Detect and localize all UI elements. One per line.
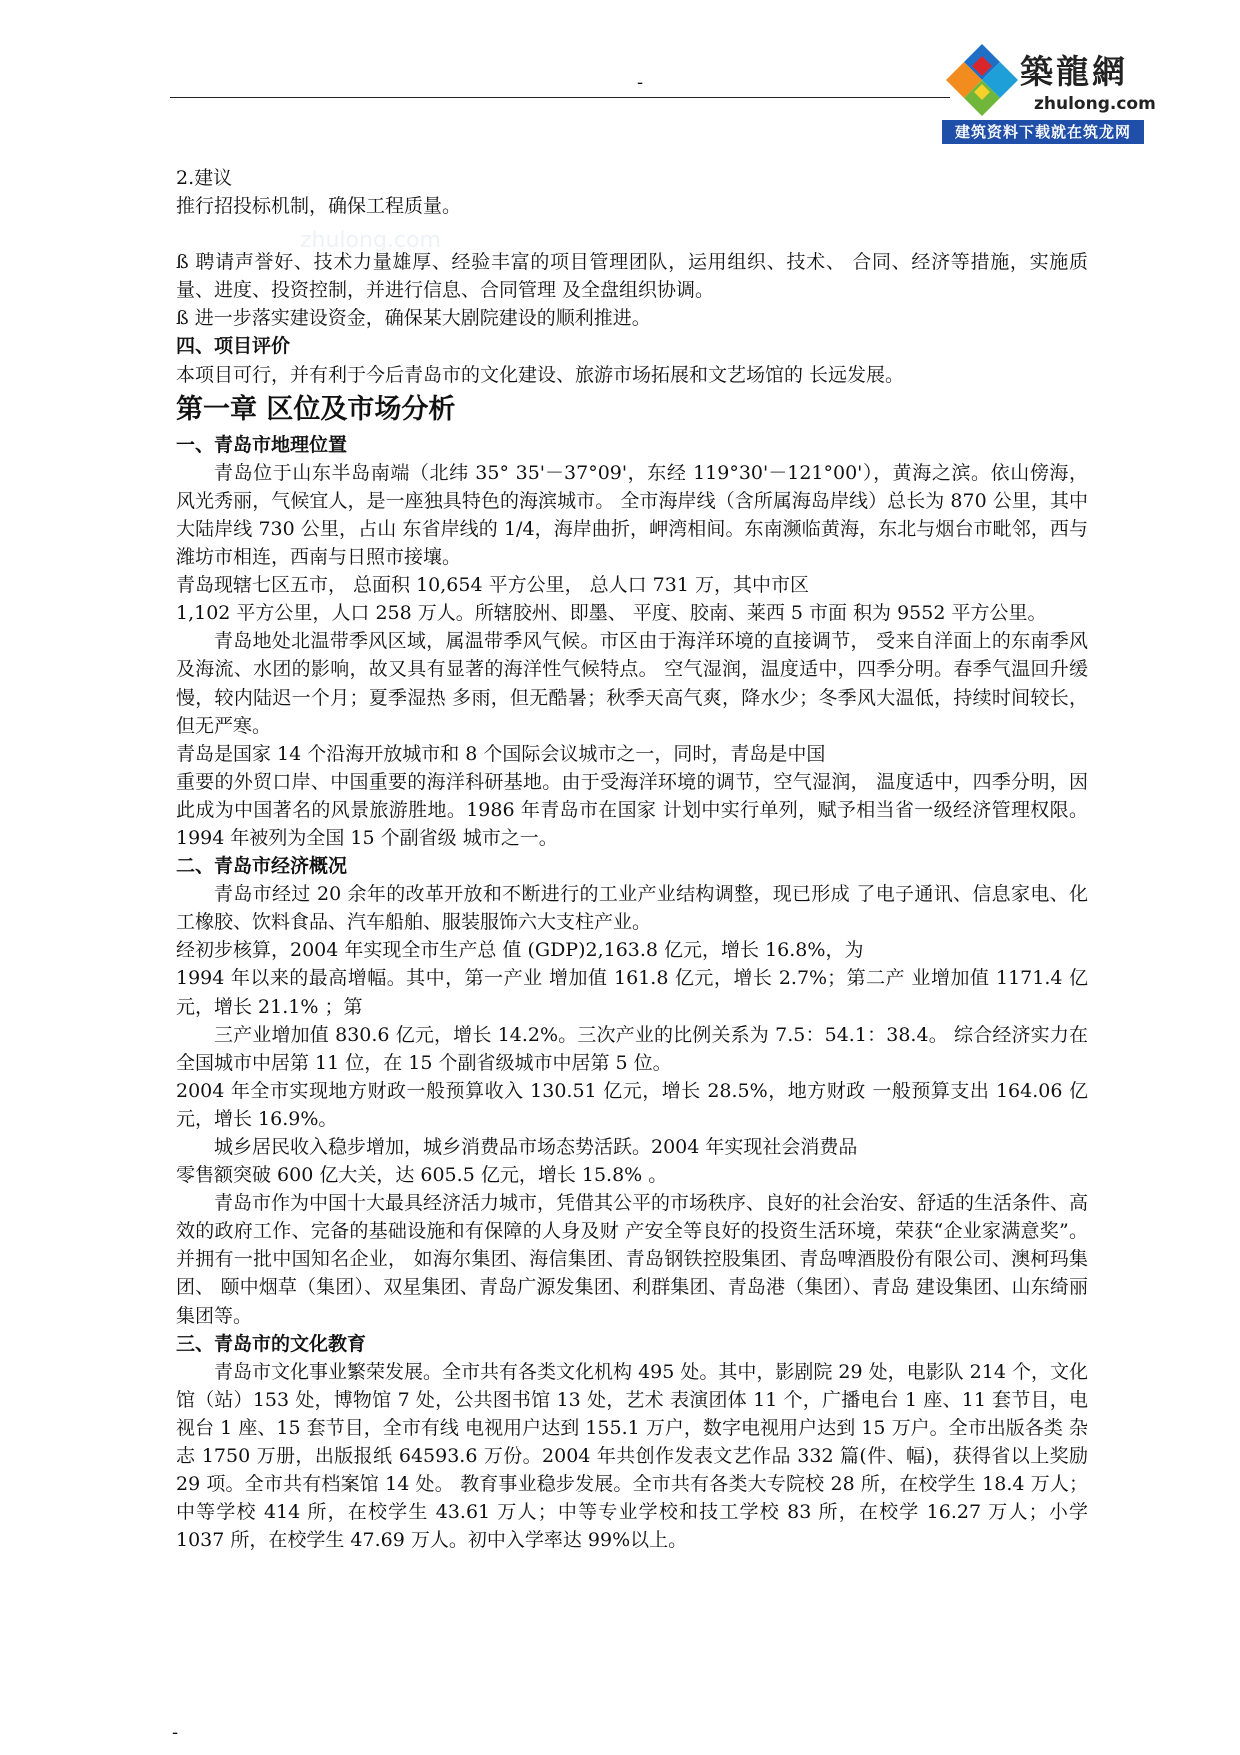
paragraph: 1,102 平方公里，人口 258 万人。所辖胶州、即墨、 平度、胶南、莱西 5 市面 积为 9552 平方公里。 bbox=[176, 602, 1047, 625]
paragraph: 零售额突破 600 亿大关，达 605.5 亿元，增长 15.8% 。 bbox=[176, 1164, 668, 1187]
paragraph: 青岛市文化事业繁荣发展。全市共有各类文化机构 495 处。其中，影剧院 29 处，电影队 214 个，文化馆（站）153 处，博物馆 7 处，公共图书馆 13 处，艺术 表演团体 11 个，广播电台 1 座、11 套节目，电视台 1 座、15 套节目，全市有线 电视用户达到 155.1 万户，数字电视用户达到 15 万户。全市出版各类 杂志 1750 万册，出版报纸 64593.6 万份。2004 年共创作发表文艺作品 332 篇(件、幅)，获得省以上奖励 29 项。全市共有档案馆 14 处。 教育事业稳步发展。全市共有各类大专院校 28 所，在校学生 18.4 万人；中等学校 414 所，在校学生 43.61 万人；中等专业学校和技工学校 83 所，在校学 16.27 万人；小学 1037 所，在校学生 47.69 万人。初中入学率达 99%以上。 bbox=[176, 1360, 1088, 1552]
paragraph: 本项目可行，并有利于今后青岛市的文化建设、旅游市场拓展和文艺场馆的 长远发展。 bbox=[176, 363, 905, 386]
logo-slogan: 建筑资料下载就在筑龙网 bbox=[942, 120, 1144, 144]
paragraph: 城乡居民收入稳步增加，城乡消费品市场态势活跃。2004 年实现社会消费品 bbox=[214, 1136, 858, 1158]
header-page-mark: - bbox=[637, 72, 644, 93]
paragraph: 2004 年全市实现地方财政一般预算收入 130.51 亿元，增长 28.5%，地方财政 一般预算支出 164.06 亿元，增长 16.9%。 bbox=[176, 1079, 1088, 1130]
zhulong-logo bbox=[942, 38, 1156, 143]
paragraph: 青岛是国家 14 个沿海开放城市和 8 个国际会议城市之一，同时，青岛是中国 bbox=[176, 742, 826, 765]
section-heading: 四、项目评价 bbox=[176, 335, 291, 358]
watermark-text: zhulong.com bbox=[300, 228, 441, 253]
blank-line bbox=[176, 220, 1088, 248]
paragraph: 1994 年以来的最高增幅。其中，第一产业 增加值 161.8 亿元，增长 2.7%；第二产 业增加值 1171.4 亿元，增长 21.1% ；第 bbox=[176, 967, 1088, 1018]
section-heading: 三、青岛市的文化教育 bbox=[176, 1332, 367, 1355]
paragraph: 青岛位于山东半岛南端（北纬 35° 35'－37°09'，东经 119°30'－121°00'），黄海之滨。依山傍海，风光秀丽，气候宜人，是一座独具特色的海滨城市。 全市海岸线（含所属海岛岸线）总长为 870 公里，其中大陆岸线 730 公里，占山 东省岸线的 1/4，海岸曲折，岬湾相间。东南濒临黄海，东北与烟台市毗邻，西与 潍坊市相连，西南与日照市接壤。 bbox=[176, 461, 1088, 569]
paragraph: 青岛市经过 20 余年的改革开放和不断进行的工业产业结构调整，现已形成 了电子通讯、信息家电、化工橡胶、饮料食品、汽车船舶、服装服饰六大支柱产业。 bbox=[176, 883, 1088, 934]
paragraph: ß 进一步落实建设资金，确保某大剧院建设的顺利推进。 bbox=[176, 307, 651, 330]
paragraph: 三产业增加值 830.6 亿元，增长 14.2%。三次产业的比例关系为 7.5：54.1：38.4。 综合经济实力在全国城市中居第 11 位，在 15 个副省级城市中居第 5 位。 bbox=[176, 1023, 1088, 1074]
paragraph: 青岛地处北温带季风区域，属温带季风气候。市区由于海洋环境的直接调节， 受来自洋面上的东南季风及海流、水团的影响，故又具有显著的海洋性气候特点。 空气湿润，温度适中，四季分明。春季气温回升缓慢，较内陆迟一个月；夏季湿热 多雨，但无酷暑；秋季天高气爽，降水少；冬季风大温低，持续时间较长，但无严寒。 bbox=[176, 630, 1088, 737]
paragraph: 2.建议 bbox=[176, 167, 233, 189]
paragraph: ß 聘请声誉好、技术力量雄厚、经验丰富的项目管理团队，运用组织、技术、 合同、经济等措施，实施质量、进度、投资控制，并进行信息、合同管理 及全盘组织协调。 bbox=[176, 251, 1088, 302]
paragraph: 青岛现辖七区五市， 总面积 10,654 平方公里， 总人口 731 万，其中市区 bbox=[176, 574, 809, 597]
paragraph: 推行招投标机制，确保工程质量。 bbox=[176, 195, 462, 218]
paragraph: 经初步核算，2004 年实现全市生产总 值 (GDP)2,163.8 亿元，增长 16.8%，为 bbox=[176, 939, 864, 962]
chapter-title: 第一章 区位及市场分析 bbox=[176, 393, 456, 425]
header-rule bbox=[170, 97, 950, 98]
paragraph: 重要的外贸口岸、中国重要的海洋科研基地。由于受海洋环境的调节，空气湿润， 温度适中，四季分明，因此成为中国著名的风景旅游胜地。1986 年青岛市在国家 计划中实行单列，赋予相当省一级经济管理权限。1994 年被列为全国 15 个副省级 城市之一。 bbox=[176, 770, 1088, 849]
paragraph: 青岛市作为中国十大最具经济活力城市，凭借其公平的市场秩序、良好的社会治安、舒适的生活条件、高效的政府工作、完备的基础设施和有保障的人身及财 产安全等良好的投资生活环境，荣获“企业家满意奖”。并拥有一批中国知名企业， 如海尔集团、海信集团、青岛钢铁控股集团、青岛啤酒股份有限公司、澳柯玛集团、 颐中烟草（集团）、双星集团、青岛广源发集团、利群集团、青岛港（集团）、青岛 建设集团、山东绮丽集团等。 bbox=[176, 1192, 1089, 1327]
section-heading: 二、青岛市经济概况 bbox=[176, 855, 348, 878]
logo-title: 築龍網 bbox=[1020, 52, 1128, 91]
logo-top bbox=[942, 38, 1156, 120]
section-heading: 一、青岛市地理位置 bbox=[176, 433, 348, 456]
logo-emblem-icon bbox=[942, 40, 1022, 120]
logo-site: zhulong.com bbox=[1034, 94, 1156, 114]
footer-page-mark: - bbox=[172, 1722, 179, 1743]
document-body bbox=[176, 164, 1088, 1554]
